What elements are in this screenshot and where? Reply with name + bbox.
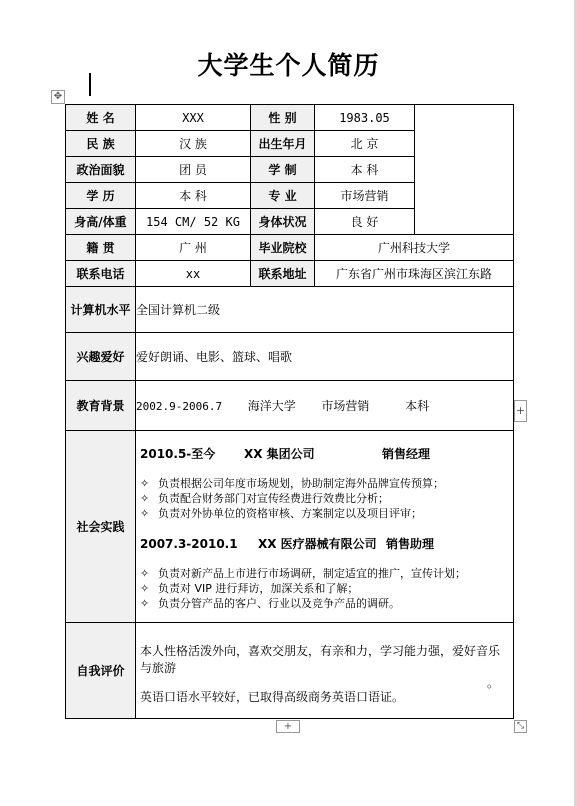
edu-period: 2002.9-2006.7 [136,400,223,413]
value-ethnicity[interactable]: 汉 族 [136,131,251,157]
value-schooling[interactable]: 本 科 [315,157,415,183]
job-position: 销售经理 [382,447,431,461]
value-address[interactable]: 广东省广州市珠海区滨江东路 [315,261,514,287]
photo-cell[interactable] [415,105,514,235]
value-name[interactable]: XXX [136,105,251,131]
diamond-bullet-icon: ✧ [140,597,150,610]
value-political[interactable]: 团 员 [136,157,251,183]
label-address: 联系地址 [251,261,315,287]
list-item: ✧ 负责对新产品上市进行市场调研，制定适宜的推广，宣传计划； [140,567,466,580]
value-hobby[interactable]: 爱好朗诵、电影、篮球、唱歌 [136,333,514,381]
diamond-bullet-icon: ✧ [140,582,150,595]
value-height-weight[interactable]: 154 CM/ 52 KG [136,209,251,235]
label-ethnicity: 民 族 [66,131,136,157]
text-cursor [89,73,91,96]
job-position: 销售助理 [386,537,435,551]
label-birth: 出生年月 [251,131,315,157]
job-period: 2007.3-2010.1 [140,537,238,551]
table-row [66,623,514,719]
diamond-bullet-icon: ✧ [140,492,150,505]
label-practice: 社会实践 [66,431,136,623]
resume-table [65,104,514,719]
table-row [66,381,514,431]
list-item: ✧ 负责根据公司年度市场规划，协助制定海外品牌宣传预算； [140,477,444,490]
label-gender: 性 别 [251,105,315,131]
edu-school: 海洋大学 [247,399,296,413]
job-company: XX 集团公司 [244,447,315,461]
add-row-icon[interactable]: + [276,720,300,733]
edu-degree: 本科 [405,399,430,413]
value-hometown[interactable]: 广 州 [136,235,251,261]
diamond-bullet-icon: ✧ [140,477,150,490]
diamond-bullet-icon: ✧ [140,567,150,580]
move-handle-icon[interactable]: ✥ [51,90,65,104]
label-degree: 学 历 [66,183,136,209]
self-eval-line2: 英语口语水平较好，已取得高级商务英语口语证。 [140,690,405,704]
value-education[interactable] [136,381,514,431]
job-header [140,535,513,552]
value-health[interactable]: 良 好 [315,209,415,235]
label-name: 姓 名 [66,105,136,131]
value-school[interactable]: 广州科技大学 [315,235,514,261]
value-major[interactable]: 市场营销 [315,183,415,209]
job-company: XX 医疗器械有限公司 [258,537,377,551]
value-self-eval[interactable] [136,623,514,719]
label-self-eval: 自我评价 [66,623,136,719]
label-phone: 联系电话 [66,261,136,287]
value-birth[interactable]: 北 京 [315,131,415,157]
label-education: 教育背景 [66,381,136,431]
label-hometown: 籍 贯 [66,235,136,261]
table-row [66,105,514,131]
label-health: 身体状况 [251,209,315,235]
self-eval-line1: 本人性格活泼外向，喜欢交朋友，有亲和力，学习能力强，爱好音乐与旅游 [140,644,501,675]
self-eval-dot: 。 [486,676,499,690]
resize-icon[interactable]: ⤡ [514,720,527,733]
list-item: ✧ 负责分管产品的客户、行业以及竞争产品的调研。 [140,597,400,610]
table-row [66,287,514,333]
job-period: 2010.5-至今 [140,447,216,461]
table-row [66,333,514,381]
value-practice[interactable] [136,431,514,623]
table-row [66,261,514,287]
edu-major: 市场营销 [321,399,370,413]
list-item: ✧ 负责对 VIP 进行拜访，加深关系和了解； [140,582,359,595]
label-school: 毕业院校 [251,235,315,261]
label-political: 政治面貌 [66,157,136,183]
label-major: 专 业 [251,183,315,209]
label-schooling: 学 制 [251,157,315,183]
label-height-weight: 身高/体重 [66,209,136,235]
job-header [140,445,513,462]
list-item: ✧ 负责配合财务部门对宣传经费进行效费比分析； [140,492,389,505]
table-row [66,431,514,623]
label-computer: 计算机水平 [66,287,136,333]
diamond-bullet-icon: ✧ [140,507,150,520]
page-title: 大学生个人简历 [197,51,380,80]
value-degree[interactable]: 本 科 [136,183,251,209]
list-item: ✧ 负责对外协单位的资格审核、方案制定以及项目评审； [140,507,422,520]
label-hobby: 兴趣爱好 [66,333,136,381]
value-phone[interactable]: xx [136,261,251,287]
table-row [66,235,514,261]
add-column-icon[interactable]: + [514,400,527,422]
value-gender[interactable]: 1983.05 [315,105,415,131]
value-computer[interactable]: 全国计算机二级 [136,287,514,333]
